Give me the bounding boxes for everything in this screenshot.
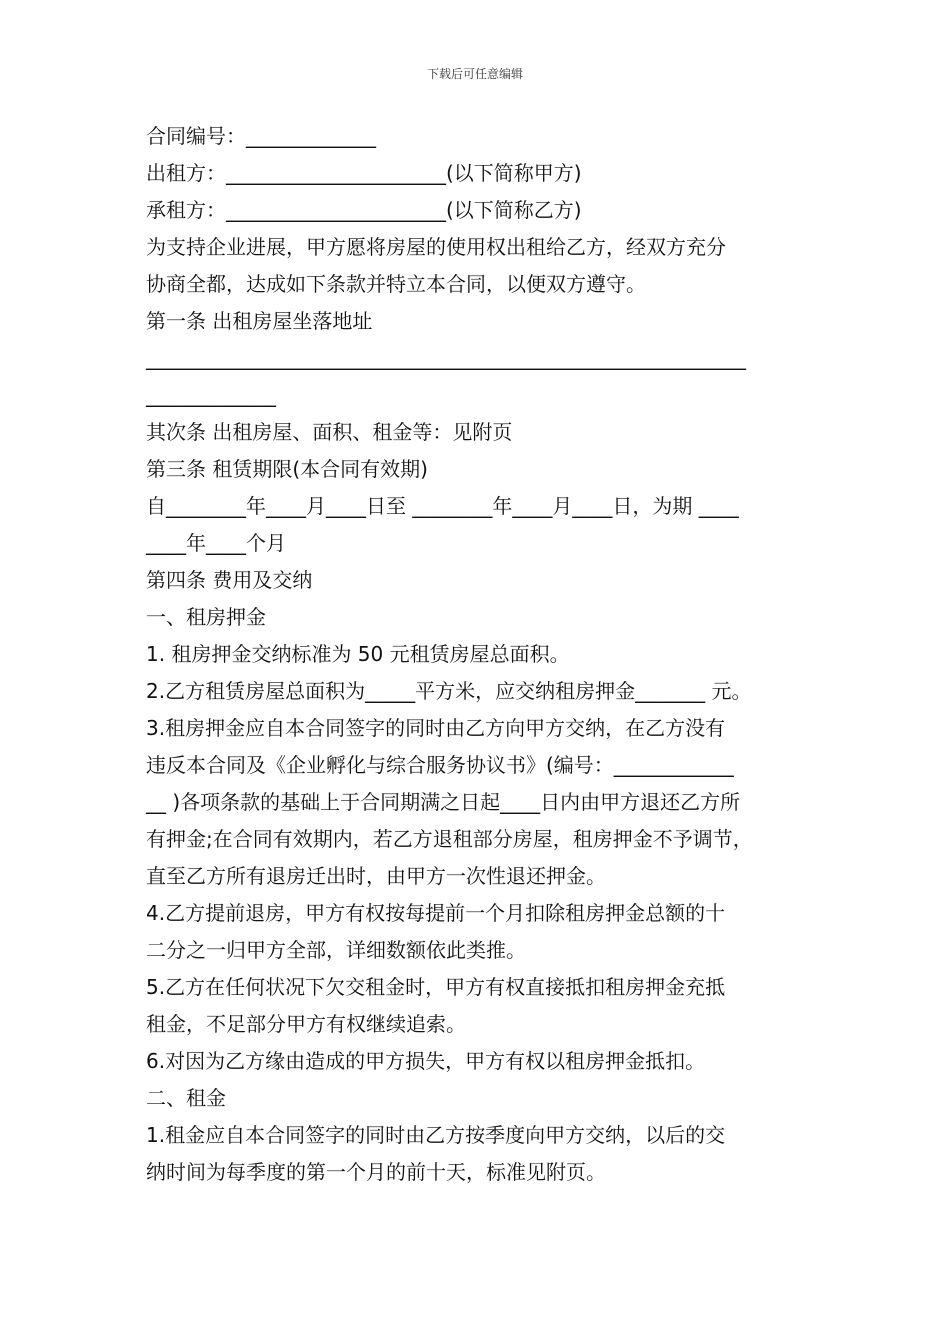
clause-line: 1.租金应自本合同签字的同时由乙方按季度向甲方交纳，以后的交 <box>146 1123 726 1147</box>
lease-term-line: ____年____个月 <box>146 531 286 555</box>
article-heading: 第一条 出租房屋坐落地址 <box>146 309 373 333</box>
clause-line: 二分之一归甲方全部，详细数额依此类推。 <box>146 938 526 962</box>
preamble-line: 为支持企业进展，甲方愿将房屋的使用权出租给乙方，经双方充分 <box>146 235 726 259</box>
clause-line: 租金，不足部分甲方有权继续追索。 <box>146 1012 466 1036</box>
lessor-line: 出租方：______________________(以下简称甲方) <box>146 161 582 185</box>
address-blank-line: ____________________________________________________________ <box>146 346 746 370</box>
clause-line: 直至乙方所有退房迁出时，由甲方一次性退还押金。 <box>146 864 606 888</box>
clause-line: 2.乙方租赁房屋总面积为_____平方米，应交纳租房押金_______ 元。 <box>146 679 752 703</box>
clause-line: 纳时间为每季度的第一个月的前十天，标准见附页。 <box>146 1160 606 1184</box>
clause-line: 4.乙方提前退房，甲方有权按每提前一个月扣除租房押金总额的十 <box>146 901 726 925</box>
section-heading: 二、租金 <box>146 1086 226 1110</box>
page-header: 下载后可任意编辑 <box>426 67 523 81</box>
lessee-line: 承租方：______________________(以下简称乙方) <box>146 198 582 222</box>
clause-line: 5.乙方在任何状况下欠交租金时，甲方有权直接抵扣租房押金充抵 <box>146 975 726 999</box>
clause-line: 有押金;在合同有效期内，若乙方退租部分房屋，租房押金不予调节， <box>146 827 753 851</box>
address-blank-line: _____________ <box>146 383 276 407</box>
article-heading: 第三条 租赁期限(本合同有效期) <box>146 457 428 481</box>
clause-line: 1. 租房押金交纳标准为 50 元租赁房屋总面积。 <box>146 642 570 666</box>
clause-line: __ )各项条款的基础上于合同期满之日起____日内由甲方退还乙方所 <box>146 790 741 814</box>
article-heading: 其次条 出租房屋、面积、租金等：见附页 <box>146 420 513 444</box>
preamble-line: 协商全都，达成如下条款并特立本合同，以便双方遵守。 <box>146 272 646 296</box>
clause-line: 违反本合同及《企业孵化与综合服务协议书》(编号：____________ <box>146 753 734 777</box>
clause-line: 3.租房押金应自本合同签字的同时由乙方向甲方交纳，在乙方没有 <box>146 716 726 740</box>
section-heading: 一、租房押金 <box>146 605 266 629</box>
contract-number-line: 合同编号：_____________ <box>146 124 376 148</box>
clause-line: 6.对因为乙方缘由造成的甲方损失，甲方有权以租房押金抵扣。 <box>146 1049 706 1073</box>
article-heading: 第四条 费用及交纳 <box>146 568 313 592</box>
lease-term-line: 自________年____月____日至 ________年____月____日，为期 ____ <box>146 494 739 518</box>
document-body <box>146 118 818 1191</box>
